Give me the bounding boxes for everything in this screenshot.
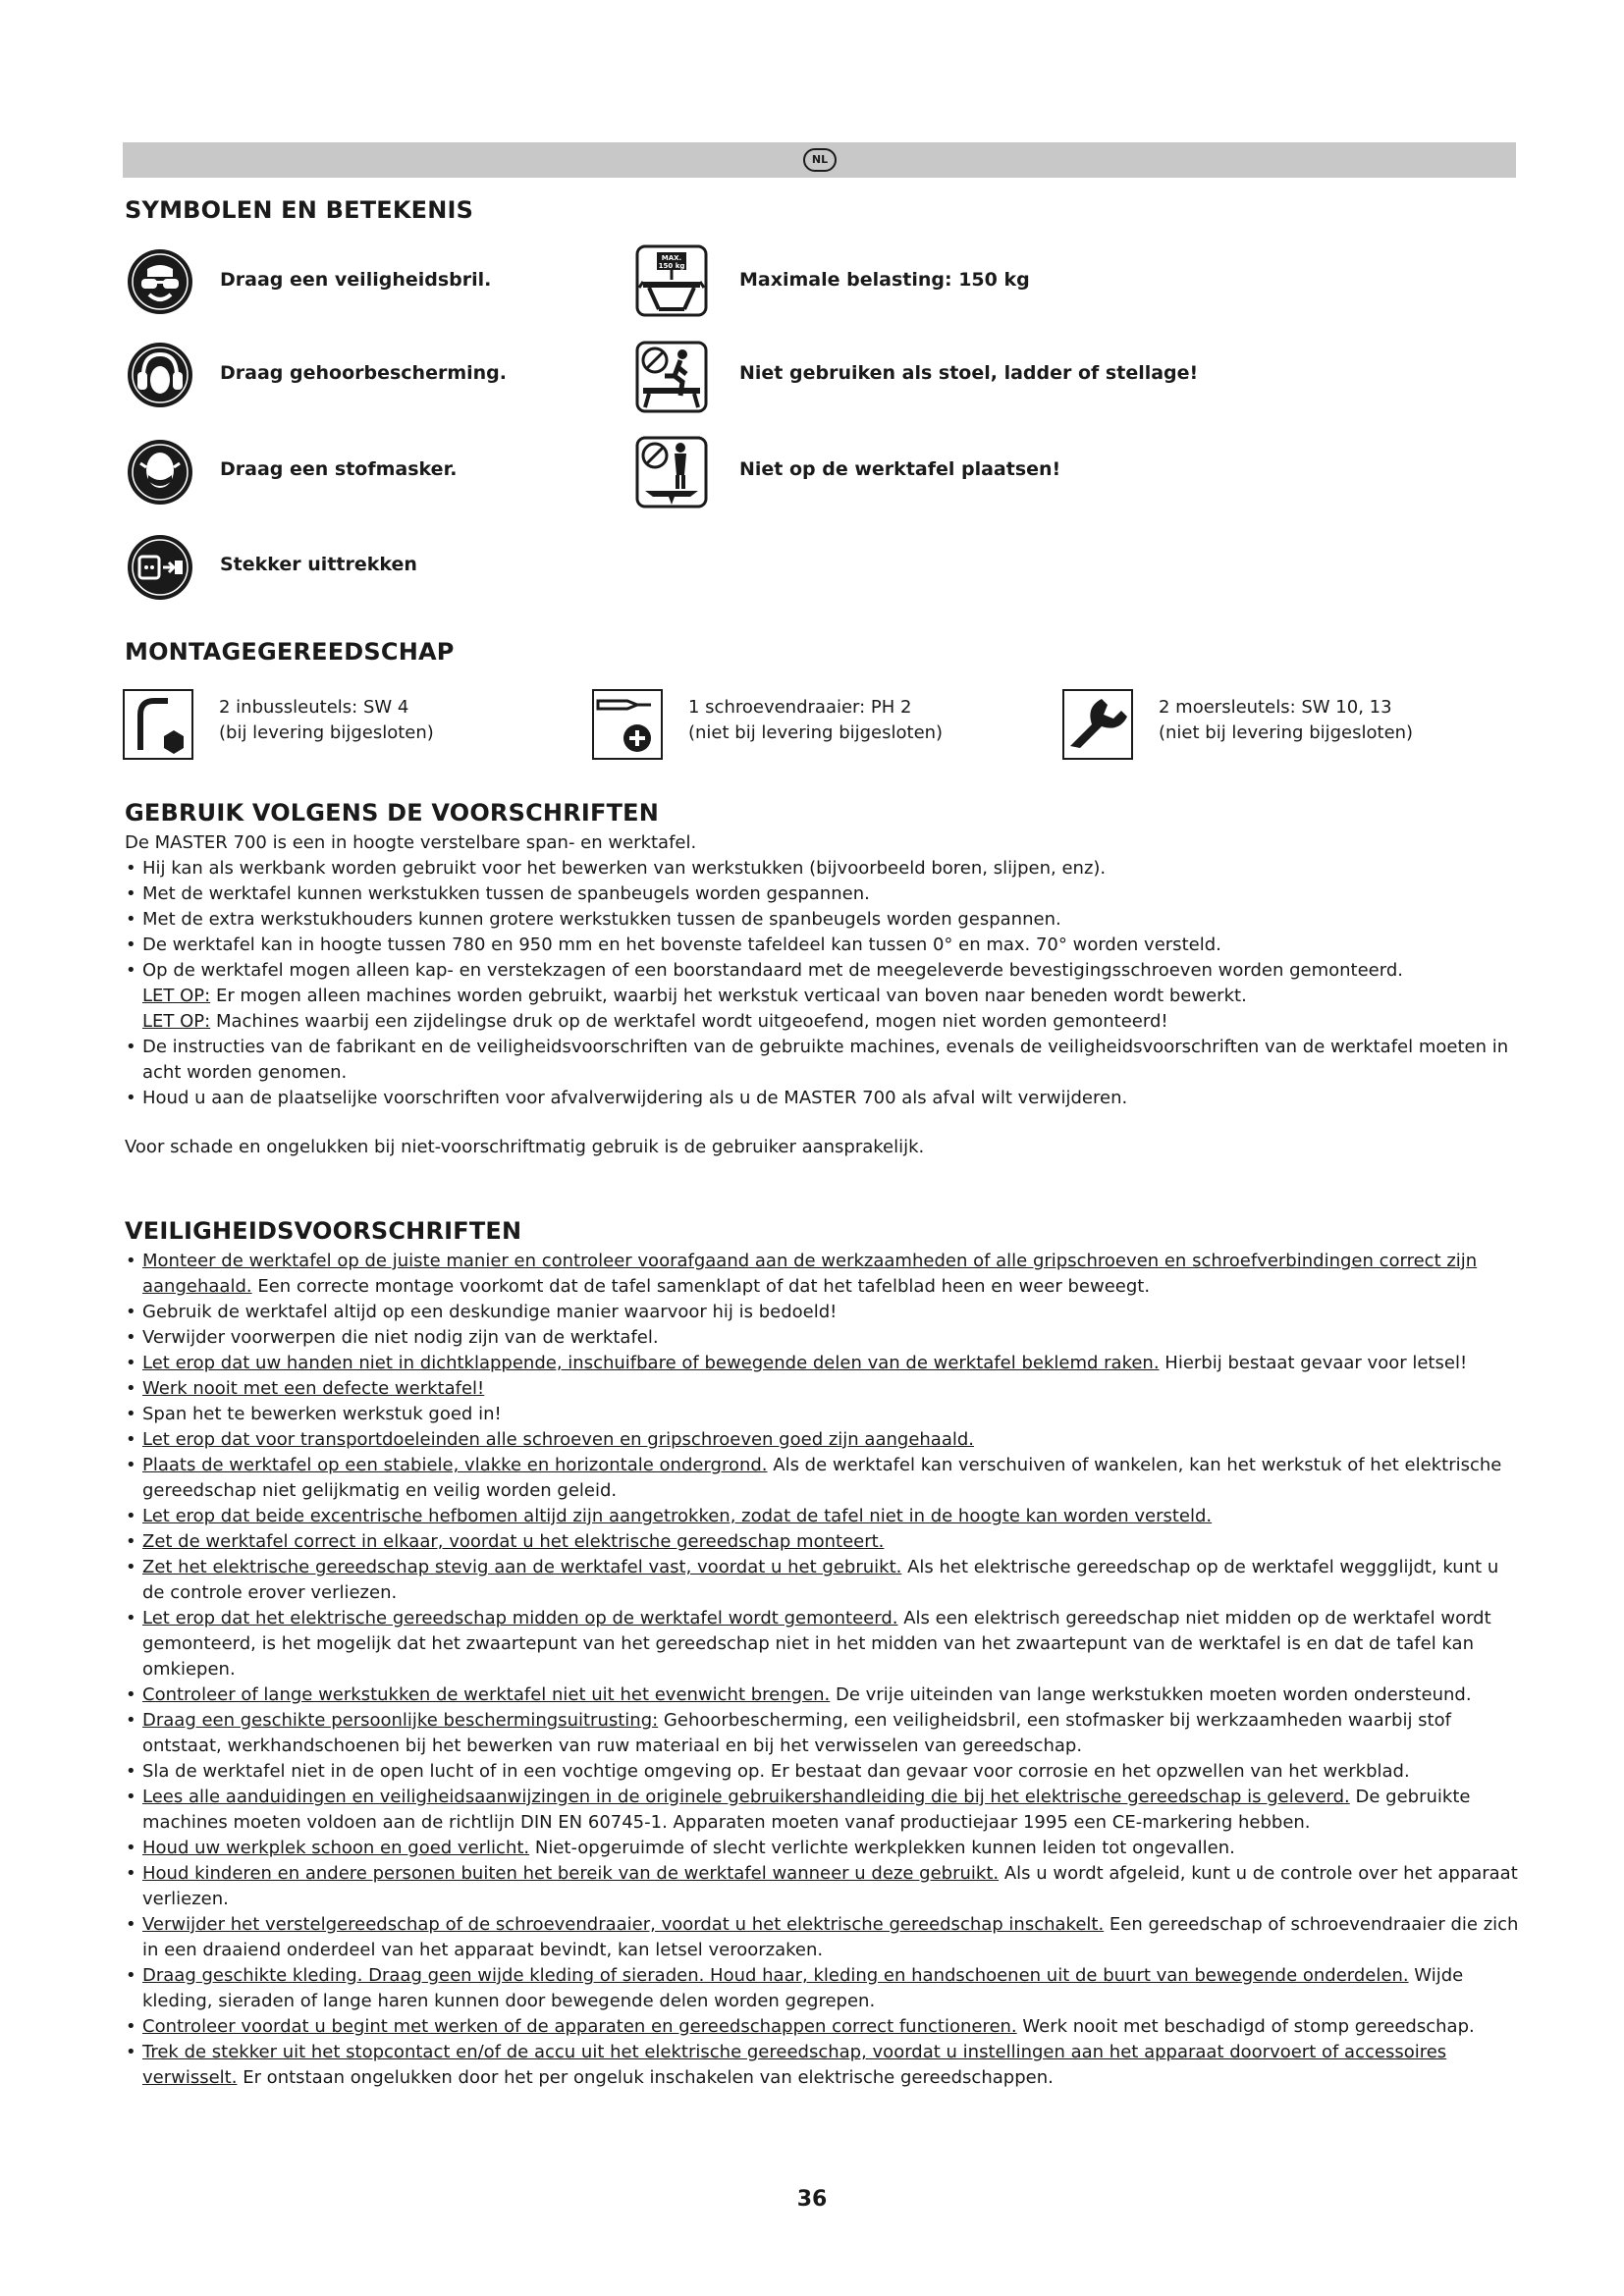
wrench-icon [1064,691,1131,758]
use-item: • Met de werktafel kunnen werkstukken tussen de spanbeugels worden gespannen. [125,881,1519,907]
use-item: • Houd u aan de plaatselijke voorschriften voor afvalverwijdering als u de MASTER 700 als afval wilt verwijderen. [125,1086,1519,1111]
safety-item: • Let erop dat voor transportdoeleinden alle schroeven en gripschroeven goed zijn aangehaald. [125,1427,1519,1453]
tool-box-screwdriver [592,689,663,760]
no-standing-icon [635,436,708,508]
use-item: • De instructies van de fabrikant en de veiligheidsvoorschriften van de gebruikte machines, evenals de veiligheidsvoorschriften van de werktafel moeten in acht worden genomen. [125,1035,1519,1086]
ear-protection-icon [126,341,194,409]
unplug-icon [126,533,194,602]
max-load-label-1: MAX. [661,254,682,262]
tool-screwdriver-line1: 1 schroevendraaier: PH 2 [688,697,912,718]
safety-item: • Plaats de werktafel op een stabiele, vlakke en horizontale ondergrond. Als de werktafel kan verschuiven of wankelen, kan het werkstuk of het elektrische gereedschap niet gelijkmatig en veilig worden geleid. [125,1453,1519,1504]
symbol-text-max-load: Maximale belasting: 150 kg [739,269,1030,291]
warning-note-1 [125,984,1519,1009]
safety-list [125,1249,1519,2091]
safety-item: • Gebruik de werktafel altijd op een deskundige manier waarvoor hij is bedoeld! [125,1300,1519,1325]
warning-text: Er mogen alleen machines worden gebruikt, waarbij het werkstuk verticaal van boven naar beneden wordt bewerkt. [210,986,1247,1006]
symbol-text-no-chair-ladder: Niet gebruiken als stoel, ladder of stellage! [739,362,1199,384]
safety-item: • Let erop dat uw handen niet in dichtklappende, inschuifbare of bewegende delen van de werktafel beklemd raken. Hierbij bestaat gevaar voor letsel! [125,1351,1519,1376]
tool-hex-key-line1: 2 inbussleutels: SW 4 [219,697,409,718]
safety-item: • Let erop dat het elektrische gereedschap midden op de werktafel wordt gemonteerd. Als een elektrisch gereedschap niet midden op de werktafel wordt gemonteerd, is het mogelijk dat het zwaartepunt van het gereedschap niet in het midden van het zwaartepunt van de werktafel is en dat de tafel kan omkiepen. [125,1606,1519,1682]
max-load-label-2: 150 kg [658,262,685,270]
tool-text-hex-key [219,695,434,746]
symbol-text-dust-mask: Draag een stofmasker. [220,458,458,480]
safety-item: • Monteer de werktafel op de juiste manier en controleer voorafgaand aan de werkzaamheden of alle gripschroeven en schroefverbindingen correct zijn aangehaald. Een correcte montage voorkomt dat de tafel samenklapt of dat het tafelblad heen en weer beweegt. [125,1249,1519,1300]
safety-item: • Houd uw werkplek schoon en goed verlicht. Niet-opgeruimde of slecht verlichte werkplekken kunnen leiden tot ongevallen. [125,1836,1519,1861]
symbol-text-safety-glasses: Draag een veiligheidsbril. [220,269,492,291]
safety-item: • Draag een geschikte persoonlijke beschermingsuitrusting: Gehoorbescherming, een veiligheidsbril, een stofmasker bij werkzaamheden waarbij stof ontstaat, werkhandschoenen bij het bewerken van ruw materiaal en bij het verwisselen van gereedschap. [125,1708,1519,1759]
use-section-body [125,830,1519,1160]
safety-item: • Trek de stekker uit het stopcontact en/of de accu uit het elektrische gereedschap, voordat u instellingen aan het apparaat doorvoert of accessoires verwisselt. Er ontstaan ongelukken door het per ongeluk inschakelen van elektrische gereedschappen. [125,2040,1519,2091]
safety-item: • Controleer voordat u begint met werken of de apparaten en gereedschappen correct functioneren. Werk nooit met beschadigd of stomp gereedschap. [125,2014,1519,2040]
language-badge: NL [803,148,837,172]
use-item: • Op de werktafel mogen alleen kap- en verstekzagen of een boorstandaard met de meegeleverde bevestigingsschroeven worden gemonteerd. [125,958,1519,984]
tool-text-wrench [1159,695,1413,746]
safety-item: • Draag geschikte kleding. Draag geen wijde kleding of sieraden. Houd haar, kleding en handschoenen uit de buurt van bewegende onderdelen. Wijde kleding, sieraden of lange haren kunnen door bewegende delen worden gegrepen. [125,1963,1519,2014]
tool-wrench-line1: 2 moersleutels: SW 10, 13 [1159,697,1392,718]
safety-item: • Zet de werktafel correct in elkaar, voordat u het elektrische gereedschap monteert. [125,1529,1519,1555]
section-title-symbols: SYMBOLEN EN BETEKENIS [125,196,474,224]
safety-section-body [125,1249,1519,2091]
section-title-use: GEBRUIK VOLGENS DE VOORSCHRIFTEN [125,799,660,827]
safety-item: • Controleer of lange werkstukken de werktafel niet uit het evenwicht brengen. De vrije uiteinden van lange werkstukken moeten worden ondersteund. [125,1682,1519,1708]
safety-item: • Sla de werktafel niet in de open lucht of in een vochtige omgeving op. Er bestaat dan gevaar voor corrosie en het opzwellen van het werkblad. [125,1759,1519,1785]
use-list [125,856,1519,984]
dust-mask-icon [126,438,194,507]
safety-item: • Houd kinderen en andere personen buiten het bereik van de werktafel wanneer u deze gebruikt. Als u wordt afgeleid, kunt u de controle over het apparaat verliezen. [125,1861,1519,1912]
tool-screwdriver-line2: (niet bij levering bijgesloten) [688,722,944,743]
safety-item: • Verwijder voorwerpen die niet nodig zijn van de werktafel. [125,1325,1519,1351]
tool-box-hex-key [123,689,193,760]
warning-label: LET OP: [142,986,211,1006]
page-number: 36 [796,2187,828,2212]
symbol-text-unplug: Stekker uittrekken [220,554,417,575]
use-item: • Met de extra werkstukhouders kunnen grotere werkstukken tussen de spanbeugels worden gespannen. [125,907,1519,933]
use-item: • De werktafel kan in hoogte tussen 780 en 950 mm en het bovenste tafeldeel kan tussen 0° en max. 70° worden versteld. [125,933,1519,958]
use-item: • Hij kan als werkbank worden gebruikt voor het bewerken van werkstukken (bijvoorbeeld boren, slijpen, enz). [125,856,1519,881]
section-title-safety: VEILIGHEIDSVOORSCHRIFTEN [125,1217,522,1245]
warning-text: Machines waarbij een zijdelingse druk op de werktafel wordt uitgeoefend, mogen niet worden gemonteerd! [210,1011,1168,1032]
safety-item: • Verwijder het verstelgereedschap of de schroevendraaier, voordat u het elektrische gereedschap inschakelt. Een gereedschap of schroevendraaier die zich in een draaiend onderdeel van het apparaat bevindt, kan letsel veroorzaken. [125,1912,1519,1963]
safety-item: • Let erop dat beide excentrische hefbomen altijd zijn aangetrokken, zodat de tafel niet in de hoogte kan worden versteld. [125,1504,1519,1529]
tool-box-wrench [1062,689,1133,760]
safety-glasses-icon [126,247,194,316]
tool-hex-key-line2: (bij levering bijgesloten) [219,722,434,743]
hex-key-icon [125,691,191,758]
safety-item: • Zet het elektrische gereedschap stevig aan de werktafel vast, voordat u het gebruikt. Als het elektrische gereedschap op de werktafel weggglijdt, kunt u de controle erover verliezen. [125,1555,1519,1606]
use-list-continued [125,1035,1519,1111]
tool-wrench-line2: (niet bij levering bijgesloten) [1159,722,1414,743]
warning-note-2 [125,1009,1519,1035]
use-intro: De MASTER 700 is een in hoogte verstelbare span- en werktafel. [125,832,697,853]
screwdriver-icon [594,691,661,758]
max-load-icon [635,244,708,317]
safety-item: • Werk nooit met een defecte werktafel! [125,1376,1519,1402]
no-chair-ladder-icon [635,341,708,413]
tool-text-screwdriver [688,695,943,746]
safety-item: • Lees alle aanduidingen en veiligheidsaanwijzingen in de originele gebruikershandleiding die bij het elektrische gereedschap is geleverd. De gebruikte machines moeten voldoen aan de richtlijn DIN EN 60745-1. Apparaten moeten vanaf productiejaar 1995 een CE-markering hebben. [125,1785,1519,1836]
warning-label: LET OP: [142,1011,211,1032]
symbol-text-ear-protection: Draag gehoorbescherming. [220,362,507,384]
use-closing: Voor schade en ongelukken bij niet-voorschriftmatig gebruik is de gebruiker aansprakelijk. [125,1137,925,1157]
section-title-tools: MONTAGEGEREEDSCHAP [125,638,455,666]
symbol-text-no-standing: Niet op de werktafel plaatsen! [739,458,1061,480]
safety-item: • Span het te bewerken werkstuk goed in! [125,1402,1519,1427]
